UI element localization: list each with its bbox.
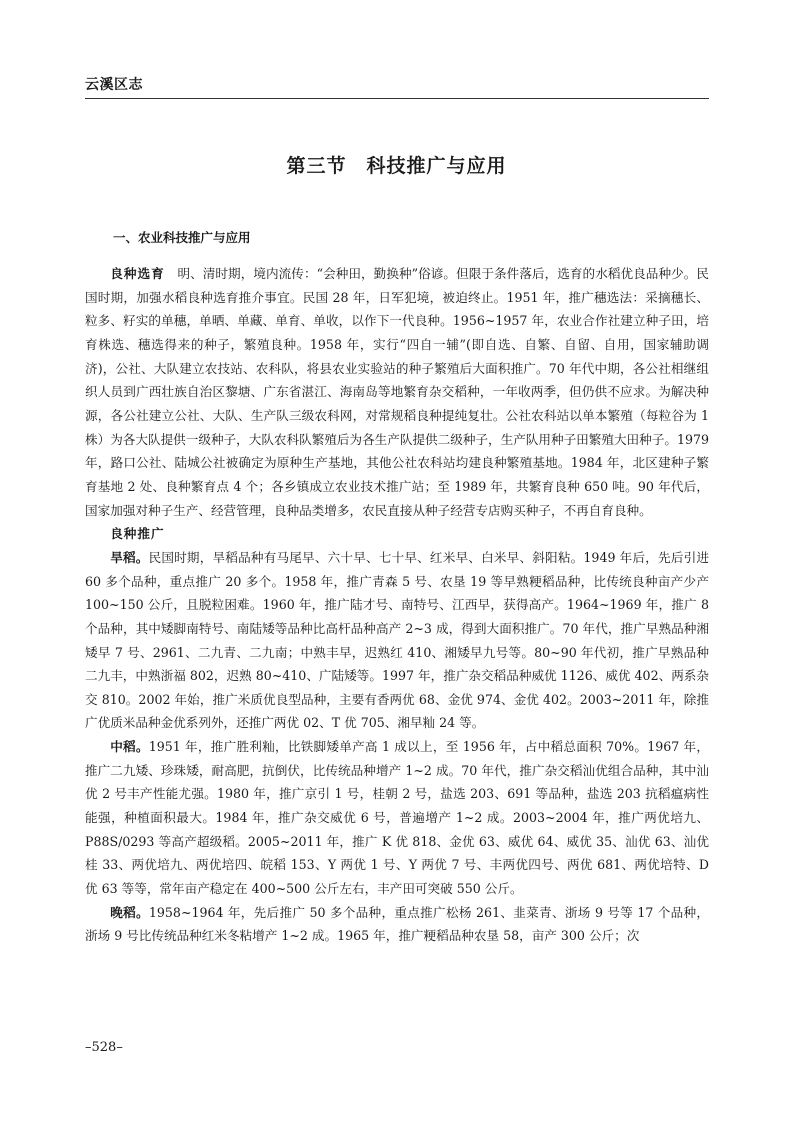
paragraph-seed-breeding	[85, 262, 709, 522]
paragraph-lead: 中稻。	[110, 739, 149, 755]
subsection-heading: 一、农业科技推广与应用	[113, 230, 251, 245]
page-number: –528–	[85, 1040, 123, 1055]
paragraph-late-rice	[85, 901, 709, 948]
paragraph-lead: 旱稻。	[110, 549, 149, 565]
body-text	[85, 262, 709, 948]
paragraph-text: 民国时期，旱稻品种有马尾早、六十早、七十早、红米早、白米早、斜阳粘。1949 年后，先后引进 60 多个品种，重点推广 20 多个。1958 年，推广青森 5 号、农垦 19 等早熟粳稻品种，比传统良种亩产少产 100~150 公斤，且脱粒困难。1960 年，推广陆才号、南特号、江西早，获得高产。1964~1969 年，推广 8 个品种，其中矮脚南特号、南陆矮等品种比高杆品种高产 2~3 成，得到大面积推广。70 年代，推广早熟品种湘矮早 7 号、2961、二九青、二九南；中熟丰早，迟熟红 410、湘矮早九号等。80~90 年代初，推广早熟品种二九丰，中熟浙福 802，迟熟 80~410、广陆矮等。1997 年，推广杂交稻品种威优 1126、威优 402、两系杂交 810。2002 年始，推广米质优良型品种，主要有香两优 68、金优 974、金优 402。2003~2011 年，除推广优质米品种金优系列外，还推广两优 02、T 优 705、湘早籼 24 等。	[85, 549, 709, 731]
paragraph-middle-rice	[85, 735, 709, 901]
paragraph-text: 1951 年，推广胜利籼，比铁脚矮单产高 1 成以上，至 1956 年，占中稻总面积 70%。1967 年，推广二九矮、珍珠矮，耐高肥，抗倒伏，比传统品种增产 1~2 成。70 年代，推广杂交稻汕优组合品种，其中汕优 2 号丰产性能尤强。1980 年，推广京引 1 号，桂朝 2 号，盐选 203、691 等品种，盐选 203 抗稻瘟病性能强，种植面积最大。1984 年，推广杂交威优 6 号，普遍增产 1~2 成。2003~2004 年，推广两优培九、P88S/0293 等高产超级稻。2005~2011 年，推广 K 优 818、金优 63、威优 64、威优 35、汕优 63、汕优桂 33、两优培九、两优培四、皖稻 153、Y 两优 1 号、Y 两优 7 号、丰两优四号、两优 681、两优培特、D 优 63 等等，常年亩产稳定在 400~500 公斤左右，丰产田可突破 550 公斤。	[85, 739, 709, 897]
paragraph-early-rice	[85, 546, 709, 735]
book-title: 云溪区志	[85, 77, 143, 93]
paragraph-lead: 晚稻。	[110, 904, 149, 920]
paragraph-text: 1958~1964 年，先后推广 50 多个品种，重点推广松杨 261、韭菜青、浙场 9 号等 17 个品种，浙场 9 号比传统品种红米冬粘增产 1~2 成。1965 年，推广粳稻品种农垦 58，亩产 300 公斤；次	[85, 904, 710, 944]
paragraph-text: 明、清时期，境内流传：“会种田，勤换种”俗谚。但限于条件落后，选育的水稻优良品种少。民国时期，加强水稻良种选育推介事宜。民国 28 年，日军犯境，被迫终止。1951 年，推广穗选法：采摘穗长、粒多、籽实的单穗，单晒、单藏、单育、单收，以作下一代良种。1956~1957 年，农业合作社建立种子田，培育株选、穗选得来的种子，繁殖良种。1958 年，实行“四自一辅”(即自选、自繁、自留、自用，国家辅助调济)，公社、大队建立农技站、农科队，将县农业实验站的种子繁殖后大面积推广。70 年代中期，各公社相继组织人员到广西壮族自治区黎塘、广东省湛江、海南岛等地繁育杂交稻种，一年收两季，但仍供不应求。为解决种源，各公社建立公社、大队、生产队三级农科网，对常规稻良种提纯复壮。公社农科站以单本繁殖（每粒谷为 1 株）为各大队提供一级种子，大队农科队繁殖后为各生产队提供二级种子，生产队用种子田繁殖大田种子。1979 年，路口公社、陆城公社被确定为原种生产基地，其他公社农科站均建良种繁殖基地。1984 年，北区建种子繁育基地 2 处、良种繁育点 4 个；各乡镇成立农业技术推广站；至 1989 年，共繁育良种 650 吨。90 年代后，国家加强对种子生产、经营管理，良种品类增多，农民直接从种子经营专店购买种子，不再自育良种。	[85, 266, 709, 518]
paragraph-heading-seed-promotion	[85, 522, 709, 546]
section-title: 第三节 科技推广与应用	[286, 155, 507, 177]
header-divider	[85, 98, 709, 99]
paragraph-heading: 良种推广	[110, 526, 165, 542]
paragraph-lead: 良种选育	[110, 266, 165, 281]
